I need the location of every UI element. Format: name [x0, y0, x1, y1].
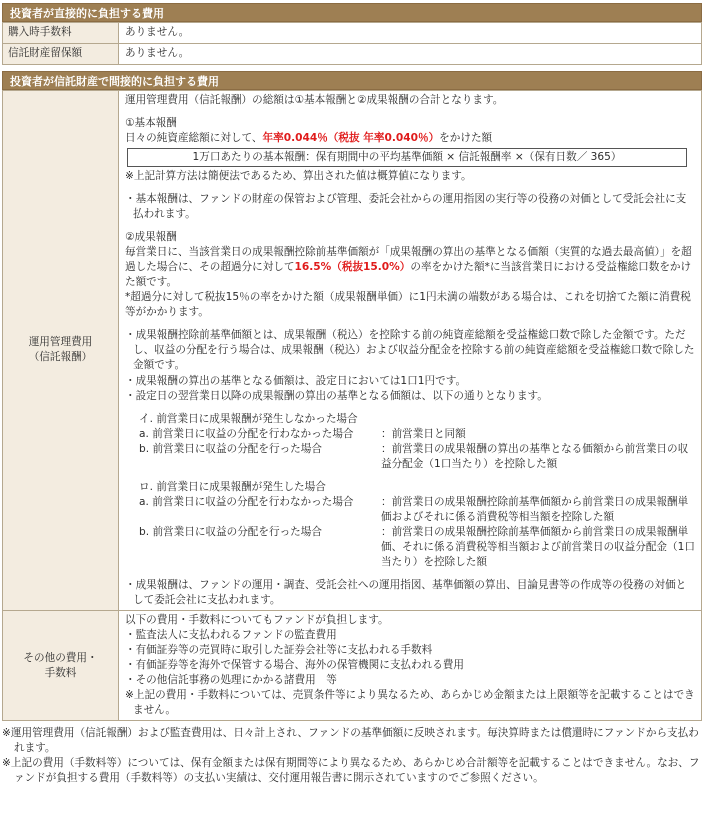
table-row	[3, 610, 702, 720]
perf-final-bullet: ・成果報酬は、ファンドの運用・調査、受託会社への運用指図、基準価額の算出、目論見書等の作成等の役務の対価として委託会社に支払われます。	[125, 578, 687, 606]
perf-fee-desc: 毎営業日に、当該営業日の成果報酬控除前基準価額が「成果報酬の算出の基準となる価額（実質的な過去最高値）」を超過した場合に、その超過分に対して16.5%（税抜15.0%）の率をかけた額*に当該営業日における受益権総口数をかけた額です。	[125, 246, 692, 289]
basic-fee-rate: 年率0.044％（税抜 年率0.040％）	[262, 132, 440, 145]
case2-a-value: ：前営業日の成果報酬控除前基準価額から前営業日の成果報酬単価およびそれに係る消費税等相当額を控除した額	[381, 495, 689, 523]
case1-a-label: a. 前営業日に収益の分配を行わなかった場合	[139, 427, 354, 440]
perf-fee-title: ②成果報酬	[125, 231, 177, 244]
other-line: ・その他信託事務の処理にかかる諸費用 等	[125, 674, 337, 687]
basic-fee-desc: 日々の純資産総額に対して、年率0.044％（税抜 年率0.040％）をかけた額	[125, 132, 493, 145]
footnote: ※上記の費用（手数料等）については、保有金額または保有期間等により異なるため、あらかじめ合計額等を記載することはできません。なお、ファンドが負担する費用（手数料等）の支払い実績は、交付運用報告書に開示されていますのでご参照ください。	[2, 757, 700, 785]
case1-a-value: ：前営業日と同額	[381, 427, 466, 440]
direct-fee-table	[2, 22, 702, 65]
perf-fee-note: *超過分に対して税抜15％の率をかけた額（成果報酬単価）に1円未満の端数がある場合は、これを切捨てた額に消費税等がかかります。	[125, 291, 691, 319]
purchase-fee-label: 購入時手数料	[3, 23, 119, 44]
footnote: ※運用管理費用（信託報酬）および監査費用は、日々計上され、ファンドの基準価額に反映されます。毎決算時または償還時にファンドから支払われます。	[2, 727, 699, 755]
basic-fee-bullet: ・基本報酬は、ファンドの財産の保管および管理、委託会社からの運用指図の実行等の役務の対価として受託会社に支払われます。	[125, 193, 687, 221]
case2-title: ロ. 前営業日に成果報酬が発生した場合	[139, 480, 326, 493]
case1-b-label: b. 前営業日に収益の分配を行った場合	[139, 442, 322, 455]
perf-bullet-2: ・成果報酬の算出の基準となる価額は、設定日においては1口1円です。	[125, 374, 467, 387]
other-line: 以下の費用・手数料についてもファンドが負担します。	[125, 613, 389, 626]
table-row	[3, 91, 702, 611]
other-fee-label-line1: その他の費用・	[23, 651, 98, 664]
other-line: ・有価証券等の売買時に取引した証券会社等に支払われる手数料	[125, 644, 433, 656]
other-fee-label-line2: 手数料	[44, 666, 77, 679]
case1-b-value: ：前営業日の成果報酬の算出の基準となる価額から前営業日の収益分配金（1口当たり）を控除した額	[381, 442, 689, 470]
perf-bullet-3: ・設定日の翌営業日以降の成果報酬の算出の基準となる価額は、以下の通りとなります。	[125, 389, 548, 402]
perf-fee-rate: 16.5%（税抜15.0%）	[294, 261, 411, 274]
trust-reserve-label: 信託財産留保額	[3, 44, 119, 65]
basic-fee-note: ※上記計算方法は簡便法であるため、算出された値は概算値になります。	[125, 170, 472, 183]
indirect-fee-table	[2, 90, 702, 721]
mgmt-fee-label-line1: 運用管理費用	[28, 336, 93, 349]
section1-header: 投資者が直接的に負担する費用	[2, 3, 702, 22]
purchase-fee-value: ありません。	[119, 23, 702, 44]
basic-fee-formula: 1万口あたりの基本報酬：保有期間中の平均基準価額 × 信託報酬率 ×（保有日数／ 365）	[127, 148, 687, 167]
other-line: ・監査法人に支払われるファンドの監査費用	[125, 628, 337, 641]
perf-bullet-1: ・成果報酬控除前基準価額とは、成果報酬（税込）を控除する前の純資産総額を受益権総口数で除した金額です。ただし、収益の分配を行う場合は、成果報酬（税込）および収益分配金を控除する前の純資産総額を受益権総口数で除した金額です。	[125, 329, 695, 372]
fee-document	[2, 3, 702, 786]
table-row	[3, 44, 702, 65]
mgmt-intro: 運用管理費用（信託報酬）の総額は①基本報酬と②成果報酬の合計となります。	[125, 94, 504, 106]
footnotes	[2, 726, 702, 786]
basic-fee-title: ①基本報酬	[125, 117, 177, 130]
section2-header: 投資者が信託財産で間接的に負担する費用	[2, 71, 702, 90]
case2-b-value: ：前営業日の成果報酬控除前基準価額から前営業日の成果報酬単価、それに係る消費税等相当額および前営業日の収益分配金（1口当たり）を控除した額	[381, 525, 695, 568]
mgmt-fee-label	[3, 91, 119, 611]
case1-title: イ. 前営業日に成果報酬が発生しなかった場合	[139, 412, 358, 425]
other-fee-content	[119, 610, 702, 720]
case2-grid	[125, 495, 695, 570]
other-note: ※上記の費用・手数料については、売買条件等により異なるため、あらかじめ金額または上限額等を記載することはできません。	[125, 689, 695, 717]
other-line: ・有価証券等を海外で保管する場合、海外の保管機関に支払われる費用	[125, 659, 464, 672]
case2-a-label: a. 前営業日に収益の分配を行わなかった場合	[139, 495, 354, 508]
mgmt-fee-content	[119, 91, 702, 611]
trust-reserve-value: ありません。	[119, 44, 702, 65]
table-row	[3, 23, 702, 44]
case2-b-label: b. 前営業日に収益の分配を行った場合	[139, 525, 322, 538]
case1-grid	[125, 427, 695, 472]
mgmt-fee-label-line2: （信託報酬）	[28, 351, 93, 364]
other-fee-label	[3, 610, 119, 720]
